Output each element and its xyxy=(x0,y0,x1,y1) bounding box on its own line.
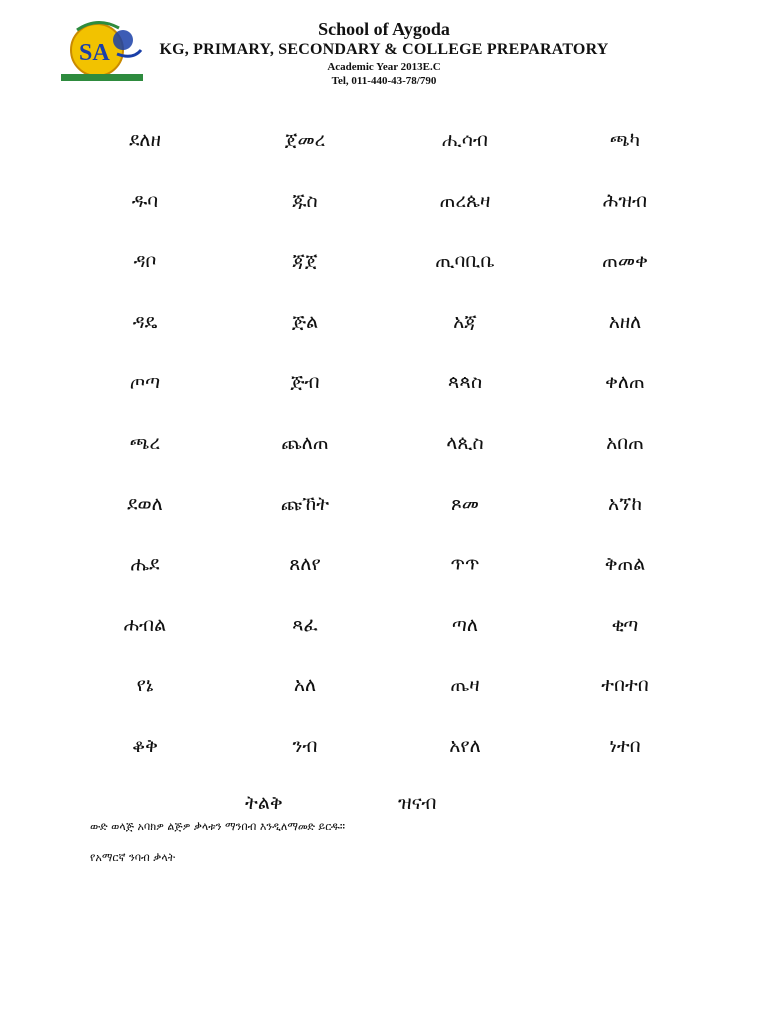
word: ጳጳስ xyxy=(447,371,483,394)
word: ላጲስ xyxy=(446,431,484,454)
svg-text:SA: SA xyxy=(79,40,110,66)
word: ጀመረ xyxy=(284,129,326,151)
school-levels: KG, PRIMARY, SECONDARY & COLLEGE PREPARATORY xyxy=(159,41,609,58)
word-row xyxy=(65,306,705,367)
word: ጻፈ xyxy=(292,613,318,636)
word: ጃጀ xyxy=(292,250,318,273)
word: ዳቦ xyxy=(133,250,157,273)
word: ጅብ xyxy=(290,371,320,394)
word: ተበተበ xyxy=(601,674,649,697)
word-row xyxy=(65,185,705,246)
word: አኘከ xyxy=(607,492,642,515)
parent-instruction: ውድ ወላጅ አባክዎ ልጅዎ ቃላቱን ማንበብ እንዲለማመድ ይርዱ። xyxy=(90,820,346,833)
word: ጢባቢቤ xyxy=(435,250,495,273)
word: ጅል xyxy=(291,310,319,333)
word: ትልቅ xyxy=(245,792,283,814)
word: ቅጠል xyxy=(604,553,646,576)
word: ጸለየ xyxy=(289,553,321,576)
word: ዱባ xyxy=(131,189,159,212)
word: ጠመቀ xyxy=(602,250,648,273)
word-row xyxy=(65,245,705,306)
word: ጁስ xyxy=(292,189,318,212)
word-row xyxy=(65,488,705,549)
word: ደለዘ xyxy=(129,129,161,151)
school-name: School of Aygoda xyxy=(318,19,450,39)
word-row xyxy=(65,366,705,427)
word: ሔደ xyxy=(130,553,160,576)
word: ጠረጴዛ xyxy=(439,189,491,212)
word-grid xyxy=(65,124,705,791)
word: ዳዴ xyxy=(132,310,158,333)
word-row xyxy=(65,669,705,730)
word: ቀለጠ xyxy=(605,371,645,394)
word: ደወለ xyxy=(127,492,163,515)
word-row xyxy=(65,427,705,488)
word-row xyxy=(65,730,705,791)
word: ንብ xyxy=(292,734,318,757)
word: አጃ xyxy=(453,310,477,333)
word: ጥጥ xyxy=(450,553,480,576)
word: ጫረ xyxy=(129,431,161,454)
word: ጦጣ xyxy=(129,371,161,394)
word: ጣለ xyxy=(451,613,479,636)
word-row xyxy=(65,548,705,609)
word: ሒሳብ xyxy=(442,129,488,151)
word: ጫካ xyxy=(610,129,640,151)
word: አየለ xyxy=(449,734,481,757)
word-row xyxy=(65,609,705,670)
word: ዝናብ xyxy=(398,792,437,814)
worksheet-subtitle: የአማርኛ ንባብ ቃላት xyxy=(90,851,176,864)
word: አዘለ xyxy=(608,310,642,333)
page-header xyxy=(0,18,768,88)
word: ሐብል xyxy=(123,613,167,636)
phone-number: Tel, 011-440-43-78/790 xyxy=(331,75,437,87)
word: ቂጣ xyxy=(611,613,639,636)
word: ቆቅ xyxy=(132,734,158,757)
word: ጤዛ xyxy=(450,674,480,697)
word-row xyxy=(65,124,705,185)
word: ነተበ xyxy=(609,734,641,757)
word: ጨለጠ xyxy=(281,431,329,454)
word: አበጠ xyxy=(606,431,644,454)
word: ጩኸት xyxy=(280,492,330,515)
academic-year: Academic Year 2013E.C xyxy=(327,61,441,73)
word: አለ xyxy=(293,674,317,697)
word: ጾመ xyxy=(451,492,479,515)
word: የኔ xyxy=(136,674,154,697)
word: ሕዝብ xyxy=(602,189,648,212)
